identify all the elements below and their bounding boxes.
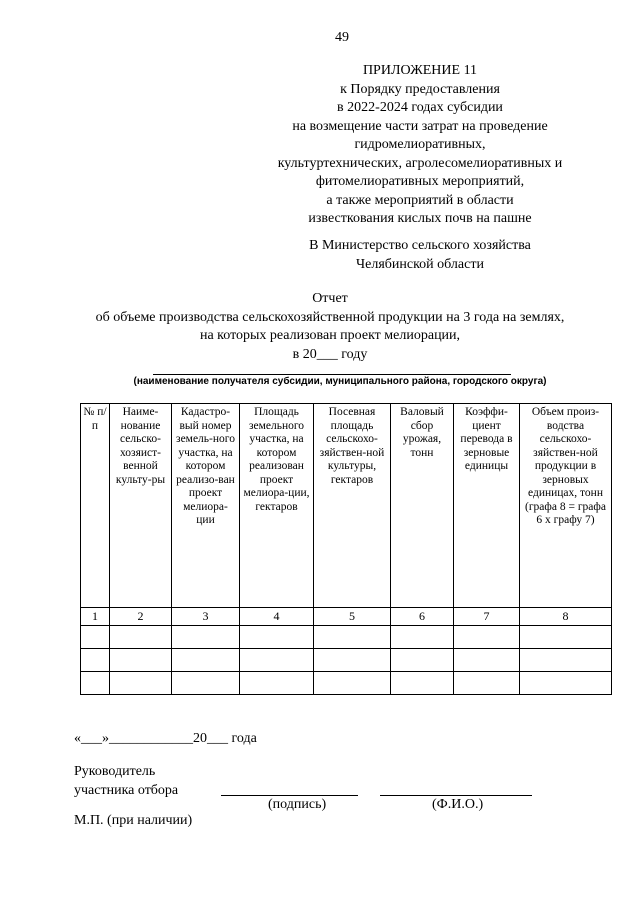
table-row — [81, 626, 612, 649]
empty-cell[interactable] — [110, 649, 172, 672]
signer-block — [74, 763, 178, 800]
empty-cell[interactable] — [520, 626, 612, 649]
signer-title: участника отбора — [74, 782, 179, 798]
header-cell: Коэффи-циент перевода в зерновые единицы — [454, 404, 520, 608]
empty-cell[interactable] — [454, 672, 520, 695]
empty-cell[interactable] — [314, 672, 391, 695]
column-number: 6 — [391, 608, 454, 626]
page-number: 49 — [335, 30, 349, 45]
empty-cell[interactable] — [520, 672, 612, 695]
empty-cell[interactable] — [314, 626, 391, 649]
table-row — [81, 649, 612, 672]
column-number: 3 — [172, 608, 240, 626]
empty-cell[interactable] — [172, 626, 240, 649]
empty-cell[interactable] — [454, 626, 520, 649]
appendix-line: гидромелиоративных, — [354, 137, 486, 152]
report-title-block — [40, 290, 620, 364]
appendix-line: к Порядку предоставления — [340, 81, 500, 97]
appendix-line: фитомелиоративных мероприятий, — [315, 174, 525, 189]
report-title: Отчет — [312, 291, 348, 306]
appendix-heading — [250, 62, 590, 229]
name-line — [380, 795, 532, 796]
empty-cell[interactable] — [81, 626, 110, 649]
column-number: 1 — [81, 608, 110, 626]
header-cell: Посевная площадь сельскохо-зяйствен-ной культуры, гектаров — [314, 404, 391, 608]
column-number-row — [81, 608, 612, 626]
empty-cell[interactable] — [172, 672, 240, 695]
empty-cell[interactable] — [110, 626, 172, 649]
empty-cell[interactable] — [391, 672, 454, 695]
recipient-line — [153, 374, 511, 375]
date-line: «___»____________20___ года — [74, 731, 257, 746]
column-number: 2 — [110, 608, 172, 626]
empty-cell[interactable] — [314, 649, 391, 672]
header-cell: Площадь земельного участка, на котором реализован проект мелиора-ции, гектаров — [240, 404, 314, 608]
empty-cell[interactable] — [81, 649, 110, 672]
appendix-line: известкования кислых почв на пашне — [308, 211, 532, 226]
column-number: 4 — [240, 608, 314, 626]
column-number: 8 — [520, 608, 612, 626]
appendix-line: на возмещение части затрат на проведение — [292, 118, 548, 134]
recipient-caption: (наименование получателя субсидии, муниципального района, городского округа) — [133, 376, 547, 387]
header-cell: Валовый сбор урожая, тонн — [391, 404, 454, 608]
table-row — [81, 672, 612, 695]
header-cell: Объем произ-водства сельскохо-зяйствен-ной продукции в зерновых единицах, тонн (графа 8 = графа 6 х графу 7) — [520, 404, 612, 608]
appendix-line: ПРИЛОЖЕНИЕ 11 — [362, 63, 478, 78]
report-subtitle-line: об объеме производства сельскохозяйственной продукции на 3 года на землях, — [95, 309, 565, 325]
report-table — [80, 403, 612, 695]
stamp-note: М.П. (при наличии) — [74, 813, 193, 828]
addressee-line: В Министерство сельского хозяйства — [309, 238, 531, 253]
empty-cell[interactable] — [240, 649, 314, 672]
report-subtitle-line: на которых реализован проект мелиорации, — [199, 328, 461, 343]
appendix-line: в 2022-2024 годах субсидии — [337, 100, 503, 115]
header-cell: № п/п — [81, 404, 110, 608]
signer-title: Руководитель — [74, 764, 156, 779]
empty-cell[interactable] — [81, 672, 110, 695]
appendix-line: культуртехнических, агролесомелиоративных и — [277, 155, 563, 171]
empty-cell[interactable] — [391, 626, 454, 649]
appendix-line: а также мероприятий в области — [326, 192, 514, 208]
column-number: 7 — [454, 608, 520, 626]
signature-caption: (подпись) — [268, 797, 327, 812]
empty-cell[interactable] — [172, 649, 240, 672]
empty-cell[interactable] — [110, 672, 172, 695]
header-cell: Кадастро-вый номер земель-ного участка, на котором реализо-ван проект мелиора-ции — [172, 404, 240, 608]
addressee-line: Челябинской области — [356, 257, 484, 272]
empty-cell[interactable] — [240, 672, 314, 695]
header-cell: Наиме-нование сельско-хозяист-венной культу-ры — [110, 404, 172, 608]
table-header-row — [81, 404, 612, 608]
signature-line — [221, 795, 358, 796]
empty-cell[interactable] — [240, 626, 314, 649]
name-caption: (Ф.И.О.) — [432, 797, 484, 812]
empty-cell[interactable] — [454, 649, 520, 672]
addressee — [250, 236, 590, 274]
empty-cell[interactable] — [520, 649, 612, 672]
report-year-line: в 20___ году — [292, 346, 368, 362]
column-number: 5 — [314, 608, 391, 626]
empty-cell[interactable] — [391, 649, 454, 672]
